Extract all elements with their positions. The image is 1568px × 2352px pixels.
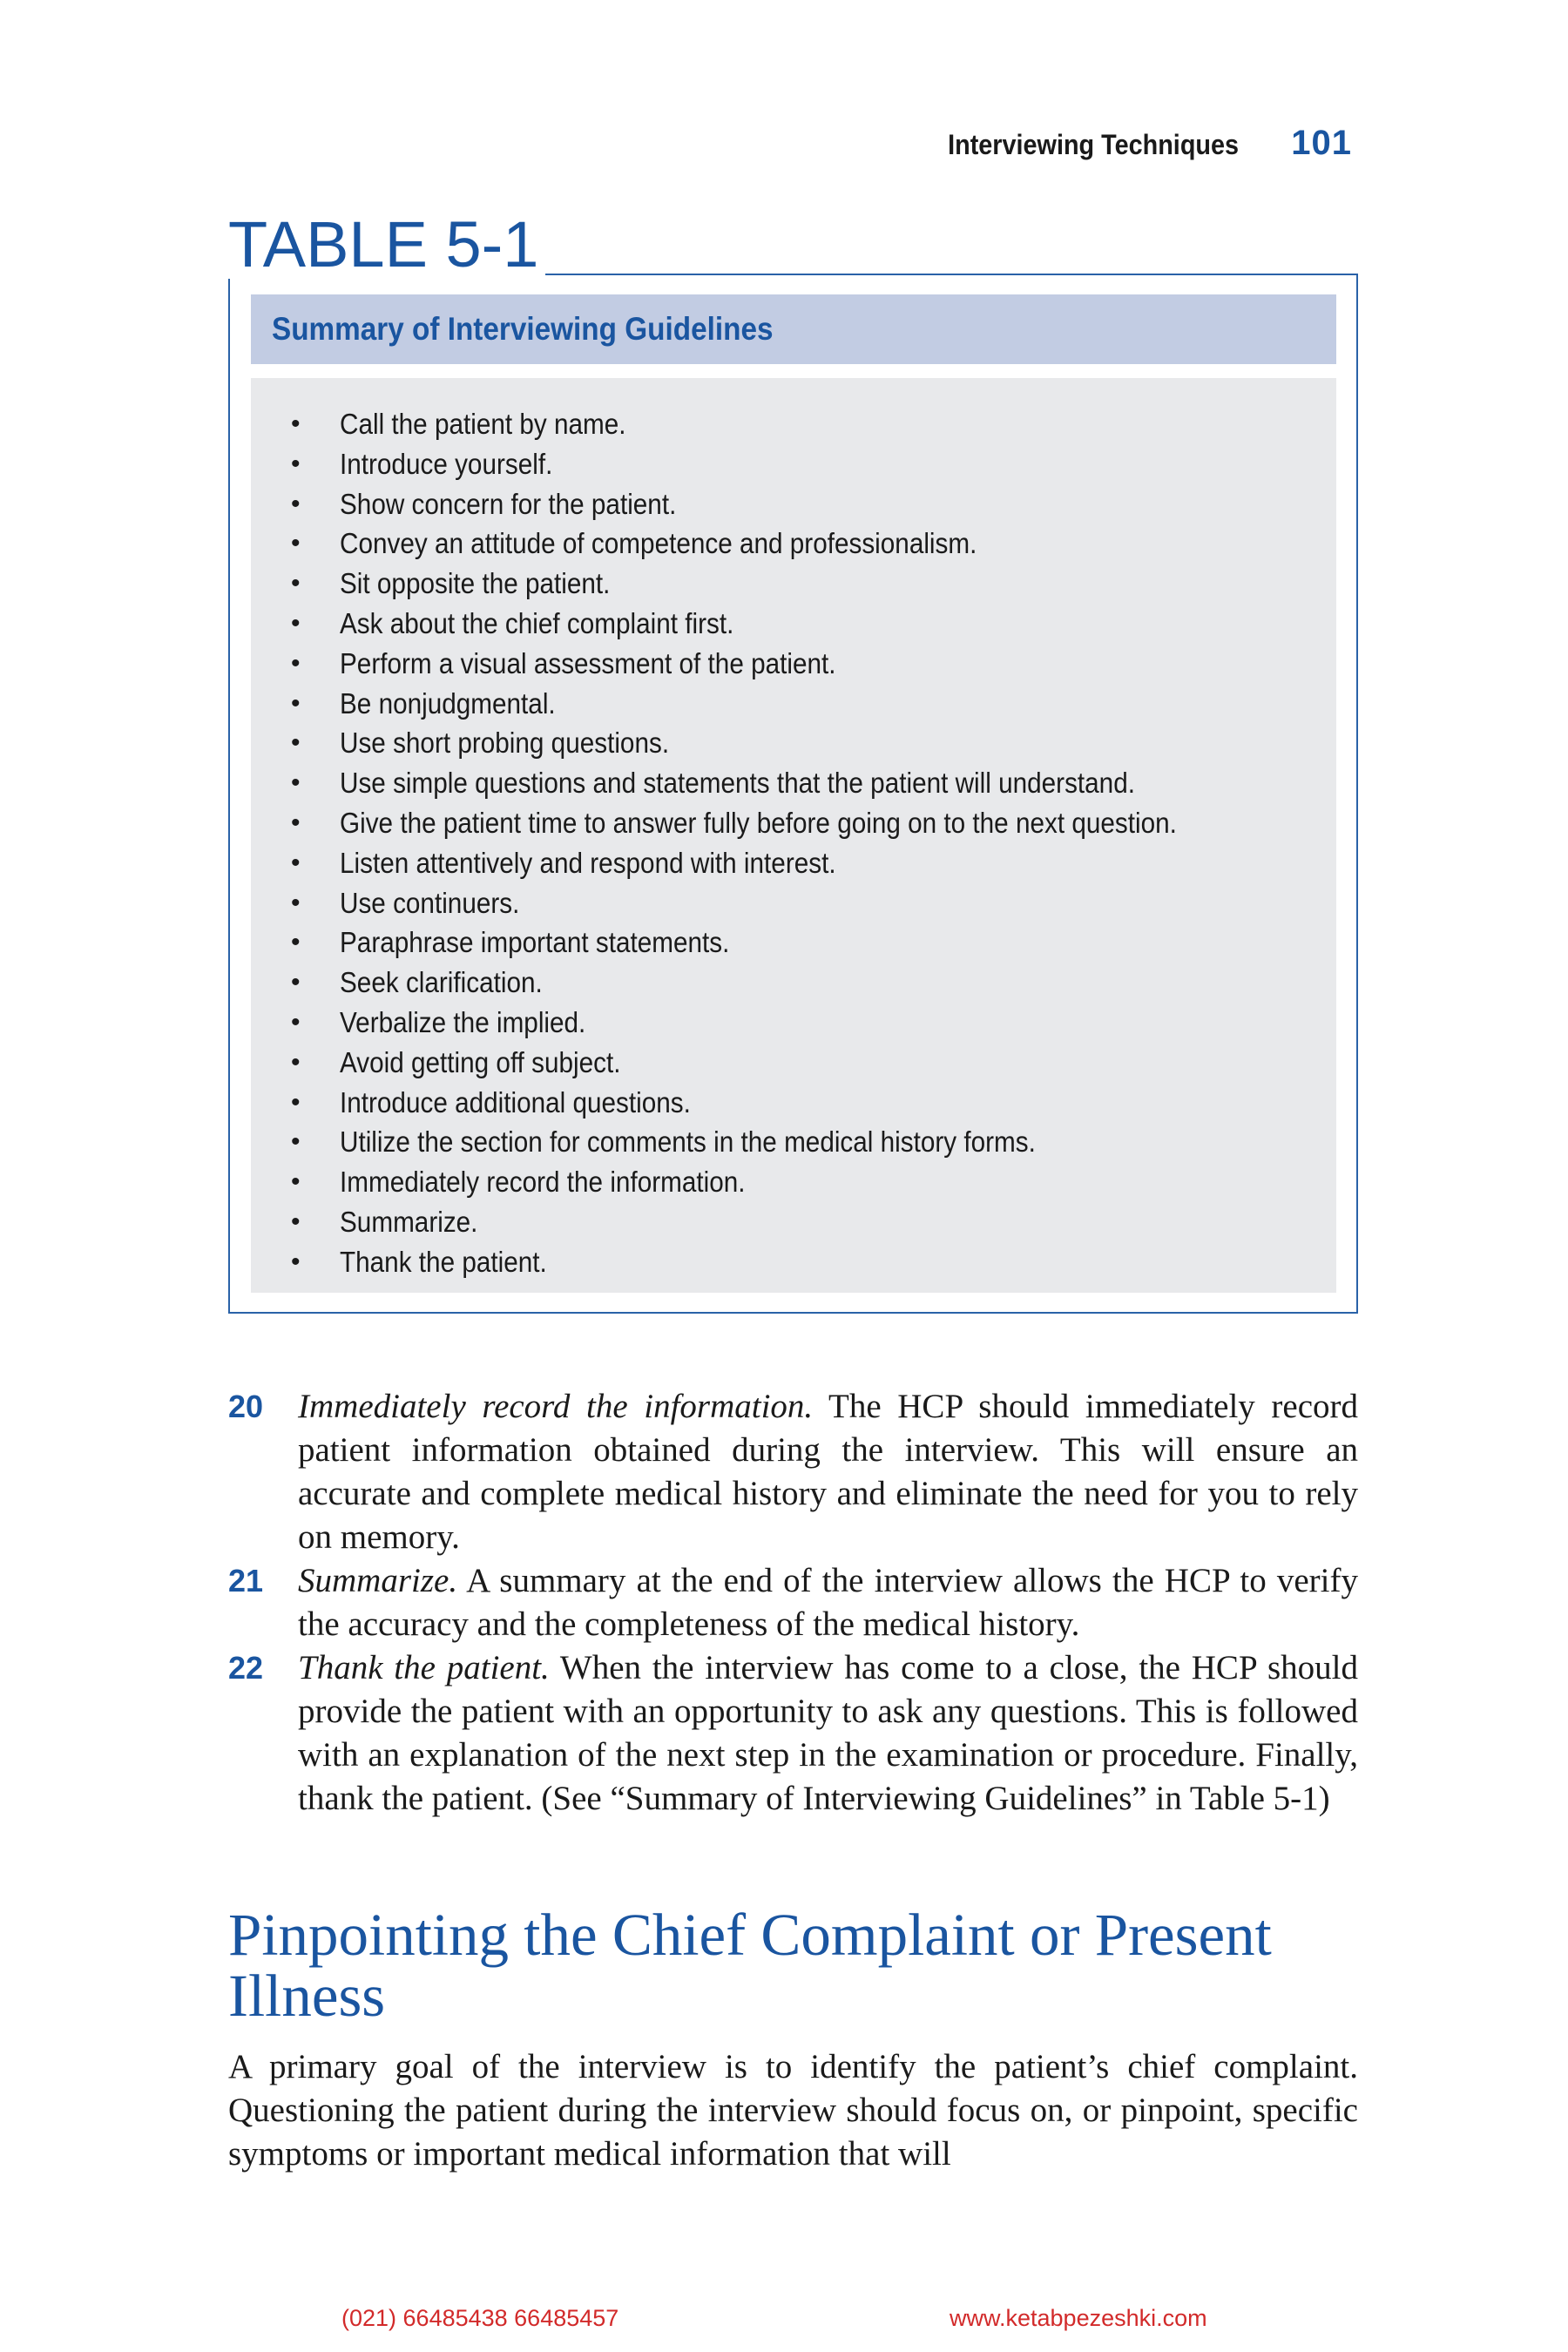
- guideline-text: Thank the patient.: [340, 1245, 547, 1278]
- bullet-icon: •: [291, 1167, 301, 1197]
- item-number: 22: [228, 1650, 264, 1686]
- guideline-item: [277, 723, 1336, 763]
- guideline-text: Convey an attitude of competence and professionalism.: [340, 527, 977, 560]
- guideline-item: [277, 763, 1336, 803]
- bullet-icon: •: [291, 569, 301, 598]
- page-number: 101: [1291, 124, 1352, 162]
- guideline-text: Paraphrase important statements.: [340, 926, 730, 959]
- numbered-item: [228, 1646, 1358, 1821]
- bullet-icon: •: [291, 1127, 301, 1157]
- guideline-item: [277, 564, 1336, 604]
- guideline-item: [277, 923, 1336, 963]
- item-text: When the interview has come to a close, the HCP should provide the patient with an opportunity to ask any questions. This is followed with an explanation of the next step in the examination or procedure. Finally, thank the patient. (See “Summary of Interviewing Guidelines” in Table 5-1): [298, 1649, 1358, 1817]
- guideline-text: Immediately record the information.: [340, 1166, 746, 1199]
- table-header-title: Summary of Interviewing Guidelines: [272, 311, 774, 347]
- bullet-icon: •: [291, 449, 301, 478]
- guideline-text: Use continuers.: [340, 886, 520, 919]
- guideline-item: [277, 404, 1336, 444]
- guideline-text: Verbalize the implied.: [340, 1005, 586, 1038]
- bullet-icon: •: [291, 928, 301, 957]
- bullet-icon: •: [291, 608, 301, 638]
- guideline-item: [277, 843, 1336, 883]
- guideline-text: Use short probing questions.: [340, 727, 670, 760]
- table-label: TABLE 5-1: [228, 213, 545, 279]
- guideline-text: Listen attentively and respond with interest.: [340, 846, 836, 879]
- numbered-list: [228, 1385, 1358, 1821]
- item-lead: Immediately record the information.: [298, 1388, 814, 1425]
- item-lead: Thank the patient.: [298, 1649, 550, 1686]
- bullet-icon: •: [291, 1087, 301, 1117]
- item-text: A summary at the end of the interview allows the HCP to verify the accuracy and the completeness of the medical history.: [298, 1562, 1358, 1643]
- guideline-item: [277, 803, 1336, 843]
- guideline-item: [277, 1242, 1336, 1282]
- guideline-item: [277, 1043, 1336, 1083]
- guideline-item: [277, 484, 1336, 524]
- bullet-icon: •: [291, 888, 301, 917]
- guideline-text: Give the patient time to answer fully before going on to the next question.: [340, 806, 1177, 839]
- footer-phone: (021) 66485438 66485457: [341, 2305, 619, 2331]
- guideline-item: [277, 1083, 1336, 1123]
- guideline-item: [277, 644, 1336, 684]
- bullet-icon: •: [291, 529, 301, 558]
- numbered-item: [228, 1559, 1358, 1646]
- guideline-item: [277, 1202, 1336, 1242]
- running-head: [916, 124, 1352, 163]
- item-lead: Summarize.: [298, 1562, 458, 1599]
- guideline-item: [277, 684, 1336, 724]
- guideline-item: [277, 1162, 1336, 1202]
- table-header: [251, 294, 1336, 364]
- numbered-item: [228, 1385, 1358, 1559]
- section-paragraph: A primary goal of the interview is to identify the patient’s chief complaint. Questioning the patient during the interview should focus on, or pinpoint, specific symptoms or important medical information that will: [228, 2048, 1358, 2173]
- guideline-item: [277, 883, 1336, 923]
- guideline-item: [277, 524, 1336, 564]
- bullet-icon: •: [291, 1007, 301, 1037]
- bullet-icon: •: [291, 688, 301, 718]
- bullet-icon: •: [291, 489, 301, 518]
- guideline-text: Ask about the chief complaint first.: [340, 606, 734, 639]
- bullet-icon: •: [291, 968, 301, 997]
- bullet-icon: •: [291, 1206, 301, 1236]
- item-number: 20: [228, 1389, 264, 1424]
- guideline-text: Utilize the section for comments in the medical history forms.: [340, 1125, 1036, 1159]
- guideline-item: [277, 1122, 1336, 1162]
- guideline-text: Sit opposite the patient.: [340, 567, 611, 600]
- guideline-item: [277, 444, 1336, 484]
- guideline-text: Introduce yourself.: [340, 447, 553, 480]
- guideline-text: Summarize.: [340, 1205, 478, 1238]
- guidelines-list: [251, 404, 1336, 1282]
- bullet-icon: •: [291, 1247, 301, 1276]
- guideline-text: Avoid getting off subject.: [340, 1045, 621, 1078]
- guideline-text: Be nonjudgmental.: [340, 686, 556, 720]
- bullet-icon: •: [291, 1047, 301, 1077]
- section-heading: Pinpointing the Chief Complaint or Present Illness: [228, 1902, 1272, 2029]
- guideline-text: Perform a visual assessment of the patient.: [340, 646, 836, 679]
- bullet-icon: •: [291, 808, 301, 837]
- guideline-text: Show concern for the patient.: [340, 487, 677, 520]
- item-number: 21: [228, 1563, 264, 1598]
- item-text: The HCP should immediately record patient information obtained during the interview. This will ensure an accurate and complete medical history and eliminate the need for you to rely on memory.: [298, 1388, 1358, 1556]
- guideline-text: Seek clarification.: [340, 966, 543, 999]
- guideline-item: [277, 963, 1336, 1003]
- bullet-icon: •: [291, 409, 301, 438]
- table-body: [251, 378, 1336, 1293]
- guideline-text: Introduce additional questions.: [340, 1085, 691, 1119]
- bullet-icon: •: [291, 768, 301, 798]
- bullet-icon: •: [291, 648, 301, 678]
- guideline-item: [277, 1003, 1336, 1043]
- running-title: Interviewing Techniques: [948, 129, 1240, 160]
- bullet-icon: •: [291, 848, 301, 877]
- guideline-item: [277, 604, 1336, 644]
- guideline-text: Use simple questions and statements that the patient will understand.: [340, 767, 1135, 800]
- table-box: [228, 274, 1358, 1314]
- guideline-text: Call the patient by name.: [340, 408, 626, 440]
- footer-url[interactable]: www.ketabpezeshki.com: [950, 2305, 1207, 2331]
- bullet-icon: •: [291, 728, 301, 758]
